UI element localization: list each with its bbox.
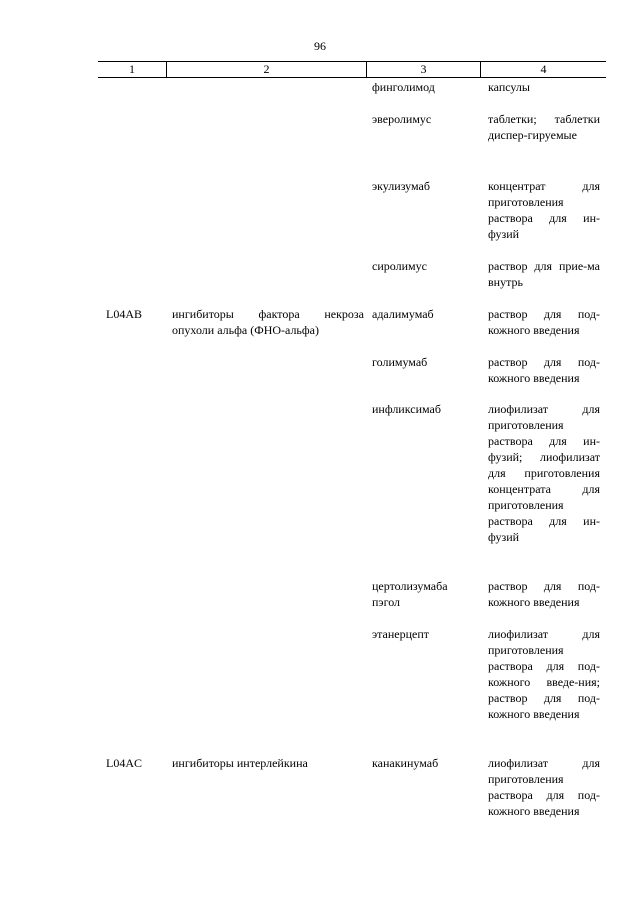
dosage-form: раствор для прие-ма внутрь: [488, 259, 600, 289]
drug-name: эверолимус: [372, 112, 432, 126]
drug-name: этанерцепт: [372, 627, 430, 641]
group-name: ингибиторы фактора некроза опухоли альфа (ФНО-альфа): [172, 307, 364, 337]
header-col-4: 4: [540, 62, 547, 76]
dosage-form: раствор для под-кожного введения: [488, 579, 600, 609]
drug-name: экулизумаб: [372, 179, 430, 193]
dosage-form: раствор для под-кожного введения: [488, 355, 600, 385]
drug-name: финголимод: [372, 80, 435, 94]
drug-name: голимумаб: [372, 355, 428, 369]
dosage-form: концентрат для приготовления раствора для ин-фузий: [488, 179, 600, 241]
dosage-form: раствор для под-кожного введения: [488, 307, 600, 337]
table-header: [98, 61, 606, 78]
dosage-form: лиофилизат для приготовления раствора для ин-фузий; лиофилизат для приготовления концентрата для приготовления раствора для ин-фузий: [488, 402, 600, 544]
atc-code: L04AB: [106, 307, 142, 321]
header-col-2: 2: [263, 62, 270, 76]
drug-name: адалимумаб: [372, 307, 434, 321]
header-col-3: 3: [420, 62, 427, 76]
drug-name: сиролимус: [372, 259, 427, 273]
dosage-form: таблетки; таблетки диспер-гируемые: [488, 112, 600, 142]
dosage-form: лиофилизат для приготовления раствора для под-кожного введе-ния; раствор для под-кожного введения: [488, 627, 600, 721]
dosage-form: капсулы: [488, 80, 530, 94]
header-col-1: 1: [129, 62, 135, 76]
atc-code: L04AC: [106, 756, 142, 770]
drug-name: цертолизумаба пэгол: [372, 579, 448, 609]
drug-name: канакинумаб: [372, 756, 439, 770]
group-name: ингибиторы интерлейкина: [172, 756, 308, 770]
dosage-form: лиофилизат для приготовления раствора для под-кожного введения: [488, 756, 600, 818]
drug-name: инфликсимаб: [372, 402, 441, 416]
page-number: 96: [314, 39, 326, 53]
